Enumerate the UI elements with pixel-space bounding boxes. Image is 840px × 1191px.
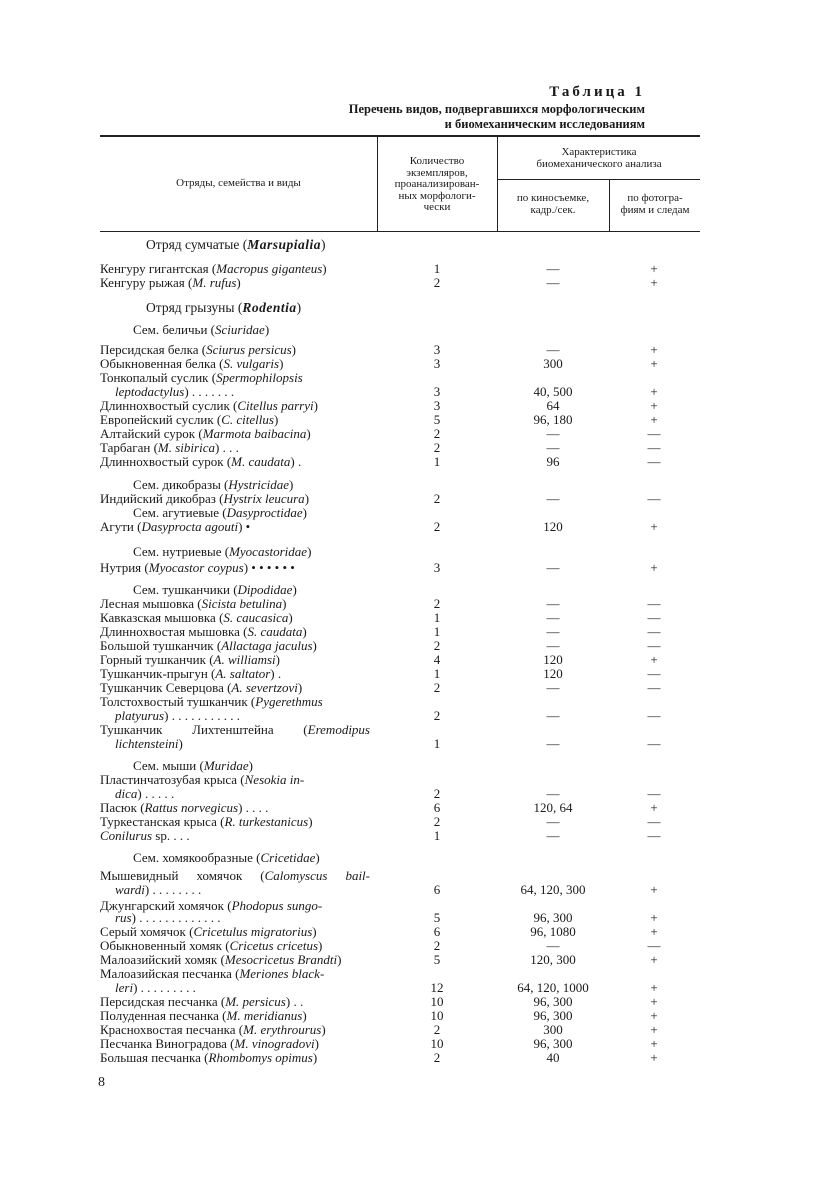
species-name: Лесная мышовка (Sicista betulina) bbox=[100, 596, 287, 611]
photo-analysis-mark: — bbox=[647, 736, 661, 751]
species-name: wardi) . . . . . . . . bbox=[115, 882, 202, 897]
species-name: Агути (Dasyprocta agouti) • bbox=[100, 519, 251, 534]
species-name: Отряд грызуны (Rodentia) bbox=[146, 300, 302, 315]
species-name: leptodactylus) . . . . . . . bbox=[115, 384, 235, 399]
species-name: rus) . . . . . . . . . . . . . bbox=[115, 910, 221, 925]
species-name: Краснохвостая песчанка (M. erythrourus) bbox=[100, 1022, 326, 1037]
specimen-count: 1 bbox=[433, 610, 441, 625]
film-rate: — bbox=[546, 938, 560, 953]
specimen-count: 6 bbox=[433, 882, 441, 897]
specimen-count: 2 bbox=[433, 491, 441, 506]
photo-analysis-mark: + bbox=[650, 1008, 658, 1023]
film-rate: — bbox=[546, 610, 560, 625]
specimen-count: 3 bbox=[433, 384, 441, 399]
specimen-count: 2 bbox=[433, 638, 441, 653]
film-rate: 96, 180 bbox=[533, 412, 573, 427]
film-rate: — bbox=[546, 638, 560, 653]
photo-analysis-mark: — bbox=[647, 454, 661, 469]
film-rate: — bbox=[546, 440, 560, 455]
film-rate: 120, 300 bbox=[530, 952, 576, 967]
species-name: Большой тушканчик (Allactaga jaculus) bbox=[100, 638, 317, 653]
photo-analysis-mark: — bbox=[647, 938, 661, 953]
species-name: Тарбаган (M. sibirica) . . . bbox=[100, 440, 239, 455]
film-rate: 96, 300 bbox=[533, 1036, 573, 1051]
film-rate: — bbox=[546, 560, 560, 575]
photo-analysis-mark: + bbox=[650, 994, 658, 1009]
species-name: Сем. хомякообразные (Cricetidae) bbox=[133, 850, 320, 865]
specimen-count: 10 bbox=[430, 1036, 444, 1051]
film-rate: — bbox=[546, 786, 560, 801]
species-name: Conilurus sp. . . . bbox=[100, 828, 190, 843]
photo-analysis-mark: + bbox=[650, 1050, 658, 1065]
species-name: Обыкновенная белка (S. vulgaris) bbox=[100, 356, 284, 371]
film-rate: — bbox=[546, 736, 560, 751]
species-name: Длиннохвостый суслик (Citellus parryi) bbox=[100, 398, 318, 413]
specimen-count: 1 bbox=[433, 666, 441, 681]
specimen-count: 6 bbox=[433, 924, 441, 939]
species-name: Отряд сумчатые (Marsupialia) bbox=[146, 237, 326, 252]
specimen-count: 2 bbox=[433, 1022, 441, 1037]
table-col-divider-3 bbox=[609, 180, 610, 231]
specimen-count: 10 bbox=[430, 994, 444, 1009]
specimen-count: 5 bbox=[433, 412, 441, 427]
species-name: Большая песчанка (Rhombomys opimus) bbox=[100, 1050, 318, 1065]
photo-analysis-mark: — bbox=[647, 680, 661, 695]
photo-analysis-mark: + bbox=[650, 560, 658, 575]
film-rate: — bbox=[546, 426, 560, 441]
specimen-count: 2 bbox=[433, 786, 441, 801]
photo-analysis-mark: — bbox=[647, 828, 661, 843]
species-name: Индийский дикобраз (Hystrix leucura) bbox=[100, 491, 310, 506]
photo-analysis-mark: — bbox=[647, 624, 661, 639]
specimen-count: 1 bbox=[433, 624, 441, 639]
table-col-divider-2 bbox=[497, 136, 498, 231]
photo-analysis-mark: + bbox=[650, 1022, 658, 1037]
film-rate: 120 bbox=[543, 652, 563, 667]
film-rate: 64, 120, 300 bbox=[520, 882, 586, 897]
photo-analysis-mark: + bbox=[650, 412, 658, 427]
specimen-count: 1 bbox=[433, 261, 441, 276]
species-name: Персидская песчанка (M. persicus) . . bbox=[100, 994, 304, 1009]
photo-analysis-mark: — bbox=[647, 666, 661, 681]
film-rate: — bbox=[546, 342, 560, 357]
film-rate: — bbox=[546, 261, 560, 276]
film-rate: 300 bbox=[543, 356, 563, 371]
biomech-header: Характеристика биомеханического анализа bbox=[536, 146, 662, 170]
table-rule-top bbox=[100, 135, 700, 137]
species-name: Алтайский сурок (Marmota baibacina) bbox=[100, 426, 311, 441]
photo-analysis-mark: + bbox=[650, 384, 658, 399]
species-name: Тушканчик Лихтенштейна (Eremodipus bbox=[100, 722, 370, 737]
film-rate: 40, 500 bbox=[533, 384, 573, 399]
species-name: leri) . . . . . . . . . bbox=[115, 980, 196, 995]
photo-analysis-mark: + bbox=[650, 398, 658, 413]
photo-analysis-mark: + bbox=[650, 356, 658, 371]
photo-header: по фотогра- фиям и следам bbox=[620, 192, 690, 216]
film-header: по киносъемке, кадр./сек. bbox=[516, 192, 590, 216]
specimen-count: 10 bbox=[430, 1008, 444, 1023]
specimen-count: 2 bbox=[433, 440, 441, 455]
species-name: Персидская белка (Sciurus persicus) bbox=[100, 342, 296, 357]
specimen-count: 6 bbox=[433, 800, 441, 815]
species-name: Сем. нутриевые (Myocastoridae) bbox=[133, 544, 312, 559]
specimen-count: 2 bbox=[433, 519, 441, 534]
photo-analysis-mark: — bbox=[647, 440, 661, 455]
film-rate: — bbox=[546, 624, 560, 639]
film-rate: 120 bbox=[543, 666, 563, 681]
film-rate: 96, 300 bbox=[533, 910, 573, 925]
photo-analysis-mark: — bbox=[647, 786, 661, 801]
species-name: Туркестанская крыса (R. turkestanicus) bbox=[100, 814, 313, 829]
specimen-count: 3 bbox=[433, 398, 441, 413]
photo-analysis-mark: + bbox=[650, 910, 658, 925]
film-rate: — bbox=[546, 814, 560, 829]
photo-analysis-mark: + bbox=[650, 275, 658, 290]
species-name: Мышевидный хомячок (Calomyscus bail- bbox=[100, 868, 371, 883]
species-name: Пасюк (Rattus norvegicus) . . . . bbox=[100, 800, 269, 815]
film-rate: 120, 64 bbox=[533, 800, 573, 815]
film-rate: 64, 120, 1000 bbox=[517, 980, 589, 995]
species-name: Обыкновенный хомяк (Cricetus cricetus) bbox=[100, 938, 323, 953]
specimen-count: 5 bbox=[433, 952, 441, 967]
photo-analysis-mark: — bbox=[647, 610, 661, 625]
specimen-count: 2 bbox=[433, 426, 441, 441]
species-name: Тушканчик-прыгун (A. saltator) . bbox=[100, 666, 282, 681]
table-rule-header bbox=[100, 231, 700, 232]
photo-analysis-mark: — bbox=[647, 708, 661, 723]
species-name: Песчанка Виноградова (M. vinogradovi) bbox=[100, 1036, 320, 1051]
species-name: Сем. тушканчики (Dipodidae) bbox=[133, 582, 297, 597]
photo-analysis-mark: + bbox=[650, 652, 658, 667]
species-name: Сем. дикобразы (Hystricidae) bbox=[133, 477, 294, 492]
photo-analysis-mark: + bbox=[650, 261, 658, 276]
film-rate: — bbox=[546, 680, 560, 695]
species-name: Пластинчатозубая крыса (Nesokia in- bbox=[100, 772, 305, 787]
film-rate: 96, 300 bbox=[533, 1008, 573, 1023]
photo-analysis-mark: — bbox=[647, 814, 661, 829]
specimen-count: 2 bbox=[433, 275, 441, 290]
photo-analysis-mark: + bbox=[650, 1036, 658, 1051]
photo-analysis-mark: — bbox=[647, 426, 661, 441]
specimen-count: 5 bbox=[433, 910, 441, 925]
photo-analysis-mark: + bbox=[650, 980, 658, 995]
film-rate: 120 bbox=[543, 519, 563, 534]
photo-analysis-mark: + bbox=[650, 519, 658, 534]
species-name: platyurus) . . . . . . . . . . . bbox=[115, 708, 240, 723]
species-name: Тонкопалый суслик (Spermophilopsis bbox=[100, 370, 303, 385]
species-name: Малоазийская песчанка (Meriones black- bbox=[100, 966, 325, 981]
film-rate: — bbox=[546, 596, 560, 611]
photo-analysis-mark: — bbox=[647, 638, 661, 653]
photo-analysis-mark: + bbox=[650, 924, 658, 939]
species-name: Горный тушканчик (A. williamsi) bbox=[100, 652, 280, 667]
specimen-count: 1 bbox=[433, 454, 441, 469]
film-rate: 300 bbox=[543, 1022, 563, 1037]
species-name: Кенгуру гигантская (Macropus giganteus) bbox=[100, 261, 327, 276]
photo-analysis-mark: + bbox=[650, 800, 658, 815]
specimen-count: 2 bbox=[433, 814, 441, 829]
specimen-count: 1 bbox=[433, 736, 441, 751]
specimen-count: 2 bbox=[433, 680, 441, 695]
film-rate: — bbox=[546, 491, 560, 506]
species-name: Европейский суслик (C. citellus) bbox=[100, 412, 279, 427]
specimen-count: 2 bbox=[433, 708, 441, 723]
film-rate: — bbox=[546, 828, 560, 843]
specimen-count: 4 bbox=[433, 652, 441, 667]
species-name: Сем. беличьи (Sciuridae) bbox=[133, 322, 270, 337]
film-rate: — bbox=[546, 708, 560, 723]
species-name: Серый хомячок (Cricetulus migratorius) bbox=[100, 924, 317, 939]
species-name: Толстохвостый тушканчик (Pygerethmus bbox=[100, 694, 323, 709]
table-title bbox=[255, 102, 645, 132]
count-header: Количество экземпляров, проанализирован- ных морфологи- чески bbox=[394, 155, 480, 213]
table-col-divider-1 bbox=[377, 136, 378, 231]
page-number: 8 bbox=[98, 1075, 105, 1090]
film-rate: 40 bbox=[546, 1050, 560, 1065]
specimen-count: 3 bbox=[433, 560, 441, 575]
photo-analysis-mark: + bbox=[650, 342, 658, 357]
specimen-count: 2 bbox=[433, 596, 441, 611]
specimen-count: 3 bbox=[433, 356, 441, 371]
photo-analysis-mark: — bbox=[647, 596, 661, 611]
specimen-count: 1 bbox=[433, 828, 441, 843]
species-name: Длиннохвостая мышовка (S. caudata) bbox=[100, 624, 307, 639]
film-rate: — bbox=[546, 275, 560, 290]
species-name: Кавказская мышовка (S. caucasica) bbox=[100, 610, 293, 625]
table-title-line2: и биомеханическим исследованиям bbox=[444, 117, 645, 131]
film-rate: 96, 300 bbox=[533, 994, 573, 1009]
species-name: Кенгуру рыжая (M. rufus) bbox=[100, 275, 241, 290]
photo-analysis-mark: — bbox=[647, 491, 661, 506]
species-header: Отряды, семейства и виды bbox=[176, 177, 301, 189]
species-name: dica) . . . . . bbox=[115, 786, 175, 801]
table-label: Таблица 1 bbox=[549, 84, 645, 100]
specimen-count: 12 bbox=[430, 980, 444, 995]
species-name: Нутрия (Myocastor coypus) • • • • • • bbox=[100, 560, 295, 575]
species-name: Длиннохвостый сурок (M. caudata) . bbox=[100, 454, 302, 469]
specimen-count: 2 bbox=[433, 1050, 441, 1065]
species-name: lichtensteini) bbox=[115, 736, 183, 751]
species-name: Малоазийский хомяк (Mesocricetus Brandti) bbox=[100, 952, 342, 967]
photo-analysis-mark: + bbox=[650, 952, 658, 967]
specimen-count: 3 bbox=[433, 342, 441, 357]
species-name: Сем. агутиевые (Dasyproctidae) bbox=[133, 505, 307, 520]
table-rule-sub bbox=[497, 179, 700, 180]
species-name: Джунгарский хомячок (Phodopus sungo- bbox=[100, 898, 323, 913]
specimen-count: 2 bbox=[433, 938, 441, 953]
film-rate: 64 bbox=[546, 398, 560, 413]
film-rate: 96 bbox=[546, 454, 560, 469]
species-name: Тушканчик Северцова (A. severtzovi) bbox=[100, 680, 303, 695]
species-name: Полуденная песчанка (M. meridianus) bbox=[100, 1008, 307, 1023]
photo-analysis-mark: + bbox=[650, 882, 658, 897]
species-name: Сем. мыши (Muridae) bbox=[133, 758, 253, 773]
film-rate: 96, 1080 bbox=[530, 924, 576, 939]
table-title-line1: Перечень видов, подвергавшихся морфологическим bbox=[348, 102, 645, 116]
